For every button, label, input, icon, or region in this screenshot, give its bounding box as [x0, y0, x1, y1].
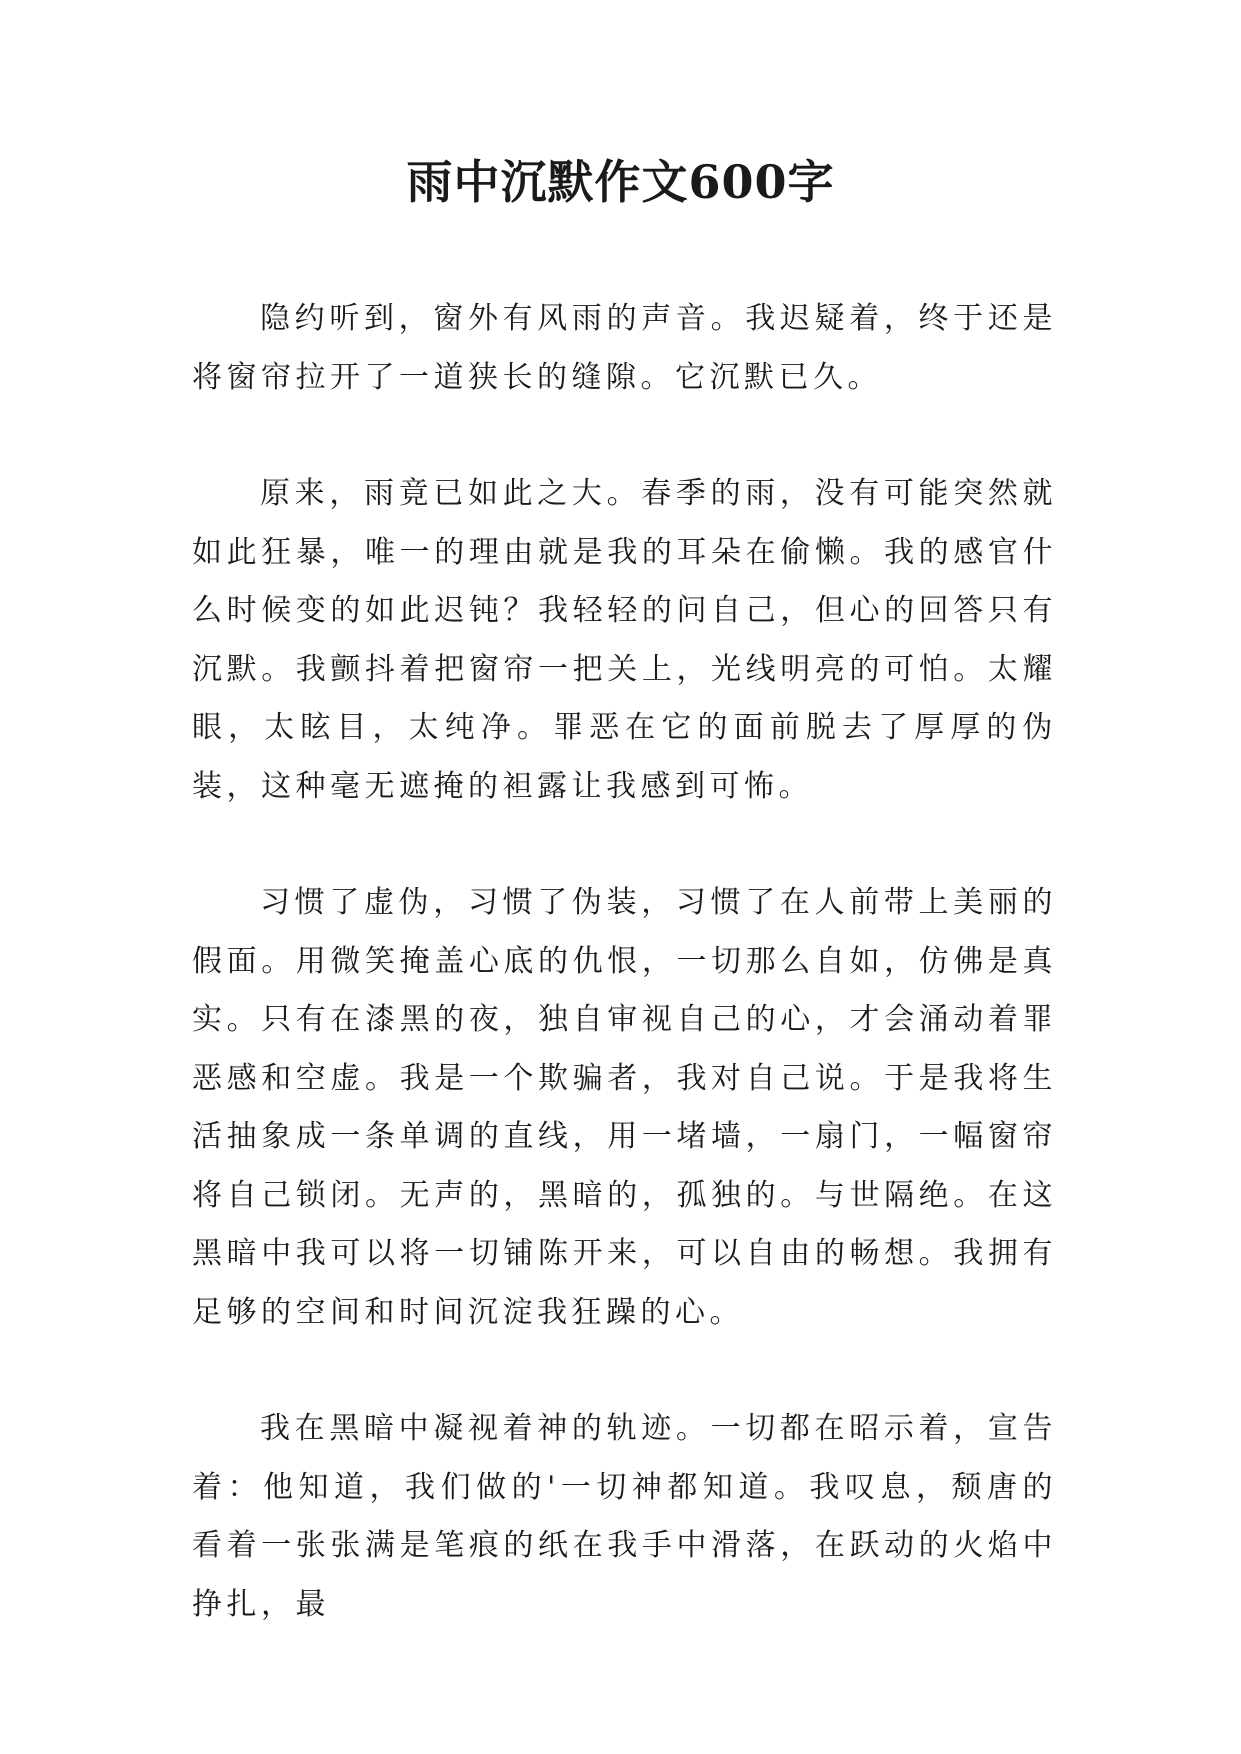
paragraph-4: 我在黑暗中凝视着神的轨迹。一切都在昭示着，宣告着：他知道，我们做的'一切神都知道。我叹息，颓唐的看着一张张满是笔痕的纸在我手中滑落，在跃动的火焰中挣扎，最: [192, 1411, 1057, 1622]
paragraph-1: 隐约听到，窗外有风雨的声音。我迟疑着，终于还是将窗帘拉开了一道狭长的缝隙。它沉默已久。: [192, 301, 1057, 395]
paragraph-3: 习惯了虚伪，习惯了伪装，习惯了在人前带上美丽的假面。用微笑掩盖心底的仇恨，一切那么自如，仿佛是真实。只有在漆黑的夜，独自审视自己的心，才会涌动着罪恶感和空虚。我是一个欺骗者，我对自己说。于是我将生活抽象成一条单调的直线，用一堵墙，一扇门，一幅窗帘将自己锁闭。无声的，黑暗的，孤独的。与世隔绝。在这黑暗中我可以将一切铺陈开来，可以自由的畅想。我拥有足够的空间和时间沉淀我狂躁的心。: [192, 885, 1057, 1330]
paragraph-2: 原来，雨竟已如此之大。春季的雨，没有可能突然就如此狂暴，唯一的理由就是我的耳朵在偷懒。我的感官什么时候变的如此迟钝？我轻轻的问自己，但心的回答只有沉默。我颤抖着把窗帘一把关上，光线明亮的可怕。太耀眼，太眩目，太纯净。罪恶在它的面前脱去了厚厚的伪装，这种毫无遮掩的袒露让我感到可怖。: [192, 476, 1057, 804]
document-body: [192, 290, 1057, 1692]
document-title: 雨中沉默作文600字: [406, 155, 835, 209]
